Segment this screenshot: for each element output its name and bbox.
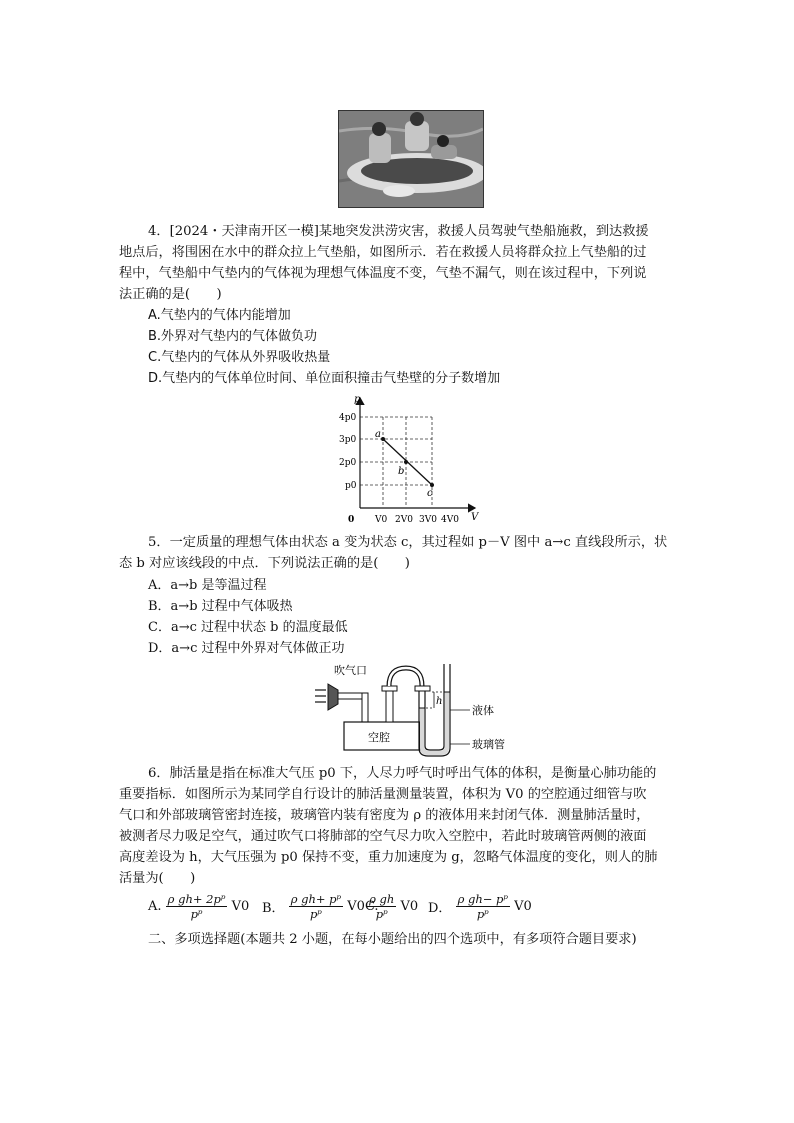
- y-tick-4p0: 4p0: [339, 413, 357, 423]
- q6-line-5: 高度差设为 h，大气压强为 p0 保持不变，重力加速度为 g，忽略气体温度的变化，则人的肺: [119, 850, 658, 865]
- label-a: a: [375, 429, 381, 440]
- q5-option-c: C．a→c 过程中状态 b 的温度最低: [148, 620, 348, 635]
- choice-c-denominator: pᵖ: [375, 907, 388, 921]
- v-axis-label: V: [471, 512, 479, 523]
- q6-choice-a: [148, 892, 249, 921]
- y-tick-2p0: 2p0: [339, 458, 357, 468]
- q4-option-b: B.外界对气垫内的气体做负功: [148, 329, 318, 344]
- q4-line-1: 4．[2024・天津南开区一模]某地突发洪涝灾害，救援人员驾驶气垫船施救，到达救援: [148, 224, 649, 239]
- x-tick-4v0: 4V0: [441, 515, 459, 525]
- x-tick-2v0: 2V0: [395, 515, 413, 525]
- mouthpiece: [328, 684, 338, 710]
- choice-d-denominator: pᵖ: [476, 907, 489, 921]
- lung-capacity-apparatus: [310, 660, 530, 760]
- choice-d-fraction: [456, 892, 510, 921]
- choice-a-fraction: [166, 892, 228, 921]
- q6-line-3: 气口和外部玻璃管密封连接，玻璃管内装有密度为 ρ 的液体用来封闭气体．测量肺活量时，: [119, 808, 650, 823]
- q4-option-c: C.气垫内的气体从外界吸收热量: [148, 350, 331, 365]
- section-2-heading: 二、多项选择题(本题共 2 小题，在每小题给出的四个选项中，有多项符合题目要求): [148, 932, 637, 947]
- q6-choice-b: [262, 892, 379, 921]
- label-c: c: [427, 488, 433, 499]
- choice-c-tail: V0: [400, 899, 419, 914]
- y-tick-3p0: 3p0: [339, 435, 357, 445]
- point-b: [404, 460, 408, 464]
- q4-option-d: D.气垫内的气体单位时间、单位面积撞击气垫壁的分子数增加: [148, 371, 501, 386]
- choice-a-denominator: pᵖ: [190, 907, 203, 921]
- hovercraft-rescue-photo: [338, 110, 484, 208]
- choice-d-numerator: ρ gh− pᵖ: [457, 892, 509, 906]
- label-b: b: [398, 466, 405, 477]
- q5-line-2: 态 b 对应该线段的中点．下列说法正确的是( ): [119, 556, 410, 571]
- liquid-label: 液体: [472, 704, 494, 717]
- choice-d-tail: V0: [514, 899, 532, 914]
- q6-line-1: 6．肺活量是指在标准大气压 p0 下，人尽力呼气时呼出气体的体积，是衡量心肺功能的: [148, 766, 657, 781]
- choice-d-label: D．: [428, 901, 452, 916]
- q6-line-4: 被测者尽力吸足空气，通过吹气口将肺部的空气尽力吹入空腔中，若此时玻璃管两侧的液面: [119, 829, 647, 844]
- choice-c-numerator: ρ gh: [369, 892, 395, 906]
- choice-a-label: A.: [148, 899, 162, 914]
- height-label: h: [436, 696, 443, 707]
- choice-b-denominator: pᵖ: [309, 907, 322, 921]
- q5-option-d: D．a→c 过程中外界对气体做正功: [148, 641, 345, 656]
- q4-line-3: 程中，气垫船中气垫内的气体视为理想气体温度不变，气垫不漏气，则在该过程中，下列说: [119, 266, 647, 281]
- q5-line-1: 5．一定质量的理想气体由状态 a 变为状态 c，其过程如 p－V 图中 a→c 直线段所示，状: [148, 535, 668, 550]
- airflow-arrows: [315, 690, 326, 702]
- liquid: [420, 692, 449, 755]
- chamber-label: 空腔: [368, 731, 390, 744]
- point-c: [430, 483, 434, 487]
- tube-label: 玻璃管: [472, 738, 505, 751]
- q6-line-2: 重要指标．如图所示为某同学自行设计的肺活量测量装置，体积为 V0 的空腔通过细管与吹: [119, 787, 647, 802]
- q6-line-6: 活量为( ): [119, 871, 196, 886]
- q4-option-a: A.气垫内的气体内能增加: [148, 308, 291, 323]
- q6-choice-c: [363, 892, 418, 921]
- choice-b-numerator: ρ gh+ pᵖ: [290, 892, 342, 906]
- choice-a-numerator: ρ gh+ 2pᵖ: [167, 892, 226, 906]
- x-tick-3v0: 3V0: [419, 515, 437, 525]
- choice-a-tail: V0: [231, 899, 250, 914]
- q5-option-a: A．a→b 是等温过程: [148, 578, 267, 593]
- choice-c-fraction: [367, 892, 396, 921]
- x-tick-v0: V0: [375, 515, 388, 525]
- q4-line-4: 法正确的是( ): [119, 287, 222, 302]
- pv-graph: [335, 392, 485, 526]
- choice-b-label: B．: [262, 901, 285, 916]
- q4-line-2: 地点后，将围困在水中的群众拉上气垫船，如图所示．若在救援人员将群众拉上气垫船的过: [119, 245, 647, 260]
- inlet-label: 吹气口: [334, 664, 367, 677]
- p-axis-label: p: [354, 394, 361, 405]
- choice-b-fraction: [289, 892, 343, 921]
- origin-label: 0: [348, 515, 355, 525]
- q6-choice-d: [428, 892, 532, 921]
- q5-option-b: B．a→b 过程中气体吸热: [148, 599, 293, 614]
- y-tick-p0: p0: [345, 481, 357, 491]
- point-a: [381, 437, 385, 441]
- choice-b-tail: V0C.: [347, 899, 379, 914]
